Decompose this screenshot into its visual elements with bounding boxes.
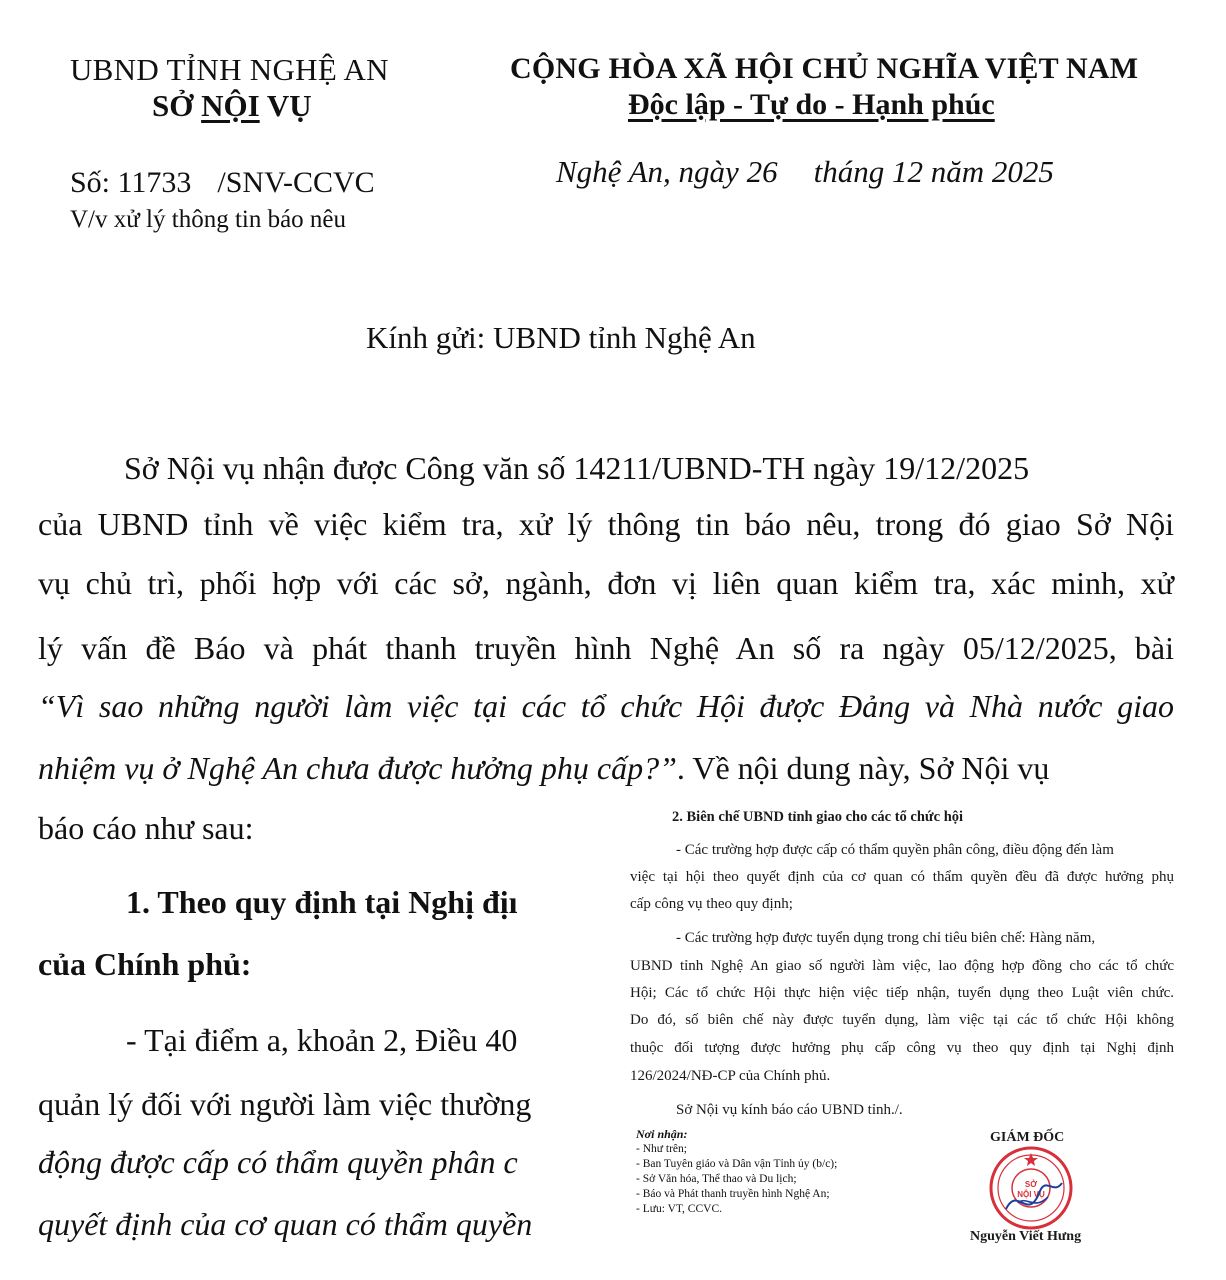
body-line: lý vấn đề Báo và phát thanh truyền hình Nghệ An số ra ngày 05/12/2025, bài <box>38 630 1174 666</box>
overlay-line: 126/2024/NĐ-CP của Chính phủ. <box>630 1068 831 1084</box>
overlay-line: Do đó, số biên chế này được tuyển dụng, làm việc tại các tổ chức Hội không <box>630 1012 1174 1028</box>
document-subject: V/v xử lý thông tin báo nêu <box>70 206 347 233</box>
signer-title: GIÁM ĐỐC <box>990 1130 1065 1145</box>
official-seal-icon <box>988 1145 1074 1231</box>
closing-line: Sở Nội vụ kính báo cáo UBND tỉnh./. <box>676 1102 903 1118</box>
recipient-item: - Sở Văn hóa, Thể thao và Du lịch; <box>636 1173 797 1185</box>
body-line: của UBND tỉnh về việc kiểm tra, xử lý thông tin báo nêu, trong đó giao Sở Nội <box>38 506 1174 542</box>
national-title: CỘNG HÒA XÃ HỘI CHỦ NGHĨA VIỆT NAM <box>510 52 1139 85</box>
overlay-line: - Các trường hợp được cấp có thẩm quyền phân công, điều động đến làm <box>676 842 1114 858</box>
overlay-line: cấp công vụ theo quy định; <box>630 896 793 912</box>
date-line: Nghệ An, ngày 26 tháng 12 năm 2025 <box>556 154 1054 189</box>
overlay-line: việc tại hội theo quyết định của cơ quan có thẩm quyền đều đã được hưởng phụ <box>630 869 1174 885</box>
section-heading: 1. Theo quy định tại Nghị địı <box>126 884 518 920</box>
body-line: động được cấp có thẩm quyền phân c <box>38 1144 518 1180</box>
body-line-article-title: “Vì sao những người làm việc tại các tổ chức Hội được Đảng và Nhà nước giao <box>38 688 1174 724</box>
overlay-line: thuộc đối tượng được hưởng phụ cấp công vụ theo quy định tại Nghị định <box>630 1040 1174 1056</box>
document-number: Số: 11733 /SNV-CCVC <box>70 166 375 199</box>
overlay-line: - Các trường hợp được tuyển dụng trong chỉ tiêu biên chế: Hàng năm, <box>676 930 1096 946</box>
body-line: Sở Nội vụ nhận được Công văn số 14211/UBND-TH ngày 19/12/2025 <box>124 450 1030 486</box>
recipient-item: - Báo và Phát thanh truyền hình Nghệ An; <box>636 1188 830 1200</box>
recipients-heading: Nơi nhận: <box>636 1127 688 1141</box>
section-heading: của Chính phủ: <box>38 946 252 982</box>
national-motto: Độc lập - Tự do - Hạnh phúc <box>628 88 995 121</box>
body-line: vụ chủ trì, phối hợp với các sở, ngành, đơn vị liên quan kiểm tra, xác minh, xử <box>38 565 1174 601</box>
overlay-line: Hội; Các tổ chức Hội thực hiện việc tiếp nhận, tuyển dụng theo Luật viên chức. <box>630 985 1174 1001</box>
recipients-block <box>636 1127 837 1217</box>
recipient-item: - Như trên; <box>636 1143 687 1155</box>
signer-name: Nguyễn Viết Hưng <box>970 1229 1082 1244</box>
recipient-item: - Ban Tuyên giáo và Dân vận Tỉnh ủy (b/c); <box>636 1158 838 1170</box>
overlay-page <box>582 797 1226 1280</box>
body-line: quản lý đối với người làm việc thường <box>38 1086 532 1122</box>
agency-parent: UBND TỈNH NGHỆ AN <box>70 52 389 87</box>
agency-name: SỞ NỘI VỤ <box>152 88 312 123</box>
body-line: báo cáo như sau: <box>38 810 254 846</box>
body-line: nhiệm vụ ở Nghệ An chưa được hưởng phụ cấp?”. Về nội dung này, Sở Nội vụ <box>38 750 1050 786</box>
overlay-line: UBND tỉnh Nghệ An giao số người làm việc, lao động hợp đồng cho các tổ chức <box>630 958 1174 974</box>
body-line: quyết định của cơ quan có thẩm quyền <box>38 1206 533 1242</box>
svg-text:SỞ: SỞ <box>1024 1180 1038 1189</box>
body-line: - Tại điểm a, khoản 2, Điều 40 <box>126 1022 518 1058</box>
svg-text:NỘI VỤ: NỘI VỤ <box>1017 1190 1045 1199</box>
recipient-item: - Lưu: VT, CCVC. <box>636 1203 722 1215</box>
recipient-line: Kính gửi: UBND tỉnh Nghệ An <box>366 320 756 355</box>
overlay-section-title: 2. Biên chế UBND tỉnh giao cho các tổ chức hội <box>672 809 964 825</box>
